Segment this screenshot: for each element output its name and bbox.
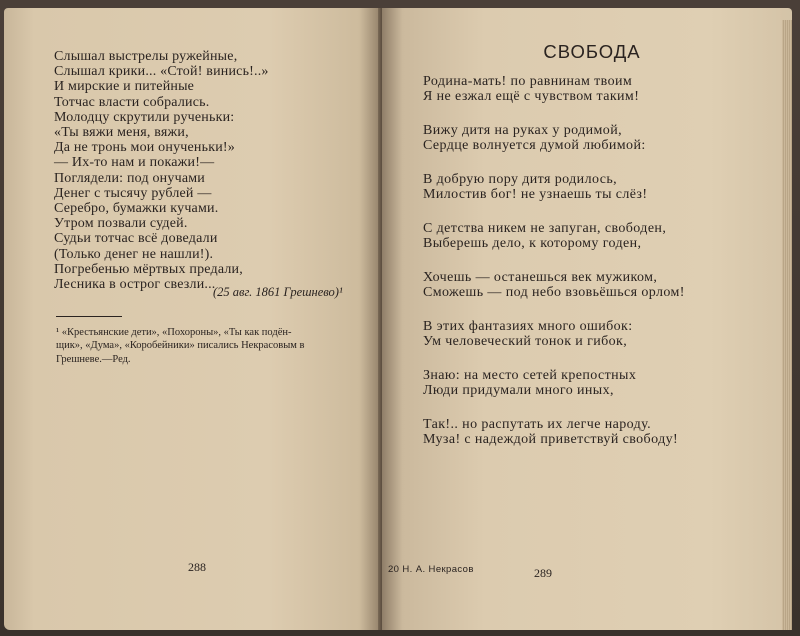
- poem-line: (Только денег не нашли!).: [54, 246, 214, 262]
- footnote: [56, 326, 356, 366]
- poem-line: Знаю: на место сетей крепостных: [423, 368, 637, 383]
- page-number-right: 289: [534, 566, 552, 580]
- poem-line: Лесника в острог свезли...: [54, 277, 216, 293]
- poem-line: С детства никем не запуган, свободен,: [423, 221, 667, 236]
- poem-line: Тотчас власти собрались.: [54, 94, 210, 110]
- poem-line: Я не езжал ещё с чувством таким!: [423, 89, 640, 105]
- poem-line: Милостив бог! не узнаешь ты слёз!: [423, 187, 648, 203]
- poem-line: Денег с тысячу рублей —: [54, 185, 212, 201]
- poem-line: В добрую пору дитя родилось,: [423, 172, 617, 187]
- poem-line: Хочешь — останешься век мужиком,: [423, 270, 658, 285]
- poem-line: Вижу дитя на руках у родимой,: [423, 123, 622, 138]
- poem-line: Муза! с надеждой приветствуй свободу!: [423, 432, 679, 448]
- page-edges: [782, 20, 792, 630]
- poem-line: Судьи тотчас всё доведали: [54, 231, 218, 247]
- poem-line: Молодцу скрутили рученьки:: [54, 109, 235, 125]
- poem-line: Сердце волнуется думой любимой:: [423, 138, 646, 154]
- footnote-line: ¹ «Крестьянские дети», «Похороны», «Ты как подён-: [56, 327, 292, 338]
- right-poem: [423, 74, 685, 447]
- poem-line: Родина-мать! по равнинам твоим: [423, 74, 633, 89]
- poem-line: Утром позвали судей.: [54, 216, 188, 232]
- right-page: [382, 8, 792, 630]
- poem-line: И мирские и питейные: [54, 79, 195, 95]
- poem-line: Поглядели: под онучами: [54, 170, 205, 186]
- poem-line: — Их-то нам и покажи!—: [54, 155, 215, 171]
- left-poem: [54, 49, 269, 292]
- poem-dating: (25 авг. 1861 Грешнево)¹: [213, 285, 343, 299]
- poem-line: «Ты вяжи меня, вяжи,: [54, 125, 189, 141]
- poem-line: Да не тронь мои онученьки!»: [54, 140, 235, 156]
- poem-line: Серебро, бумажки кучами.: [54, 201, 219, 217]
- left-page: [4, 8, 382, 630]
- printer-signature: 20 Н. А. Некрасов: [388, 564, 474, 575]
- poem-line: Погребенью мёртвых предали,: [54, 261, 243, 277]
- poem-line: Люди придумали много иных,: [423, 383, 614, 399]
- poem-line: Слышал выстрелы ружейные,: [54, 49, 238, 64]
- poem-line: Ум человеческий тонок и гибок,: [423, 334, 628, 350]
- poem-line: В этих фантазиях много ошибок:: [423, 319, 633, 334]
- poem-line: Сможешь — под небо взовьёшься орлом!: [423, 285, 685, 301]
- page-number-left: 288: [188, 560, 206, 574]
- poem-title: СВОБОДА: [543, 41, 641, 62]
- footnote-line: Грешневе.—Ред.: [56, 353, 131, 365]
- poem-line: Слышал крики... «Стой! винись!..»: [54, 64, 269, 80]
- footnote-divider: [56, 316, 122, 317]
- poem-line: Выберешь дело, к которому годен,: [423, 236, 642, 252]
- footnote-line: щик», «Дума», «Коробейники» писались Некрасовым в: [56, 340, 305, 352]
- poem-line: Так!.. но распутать их легче народу.: [423, 417, 652, 432]
